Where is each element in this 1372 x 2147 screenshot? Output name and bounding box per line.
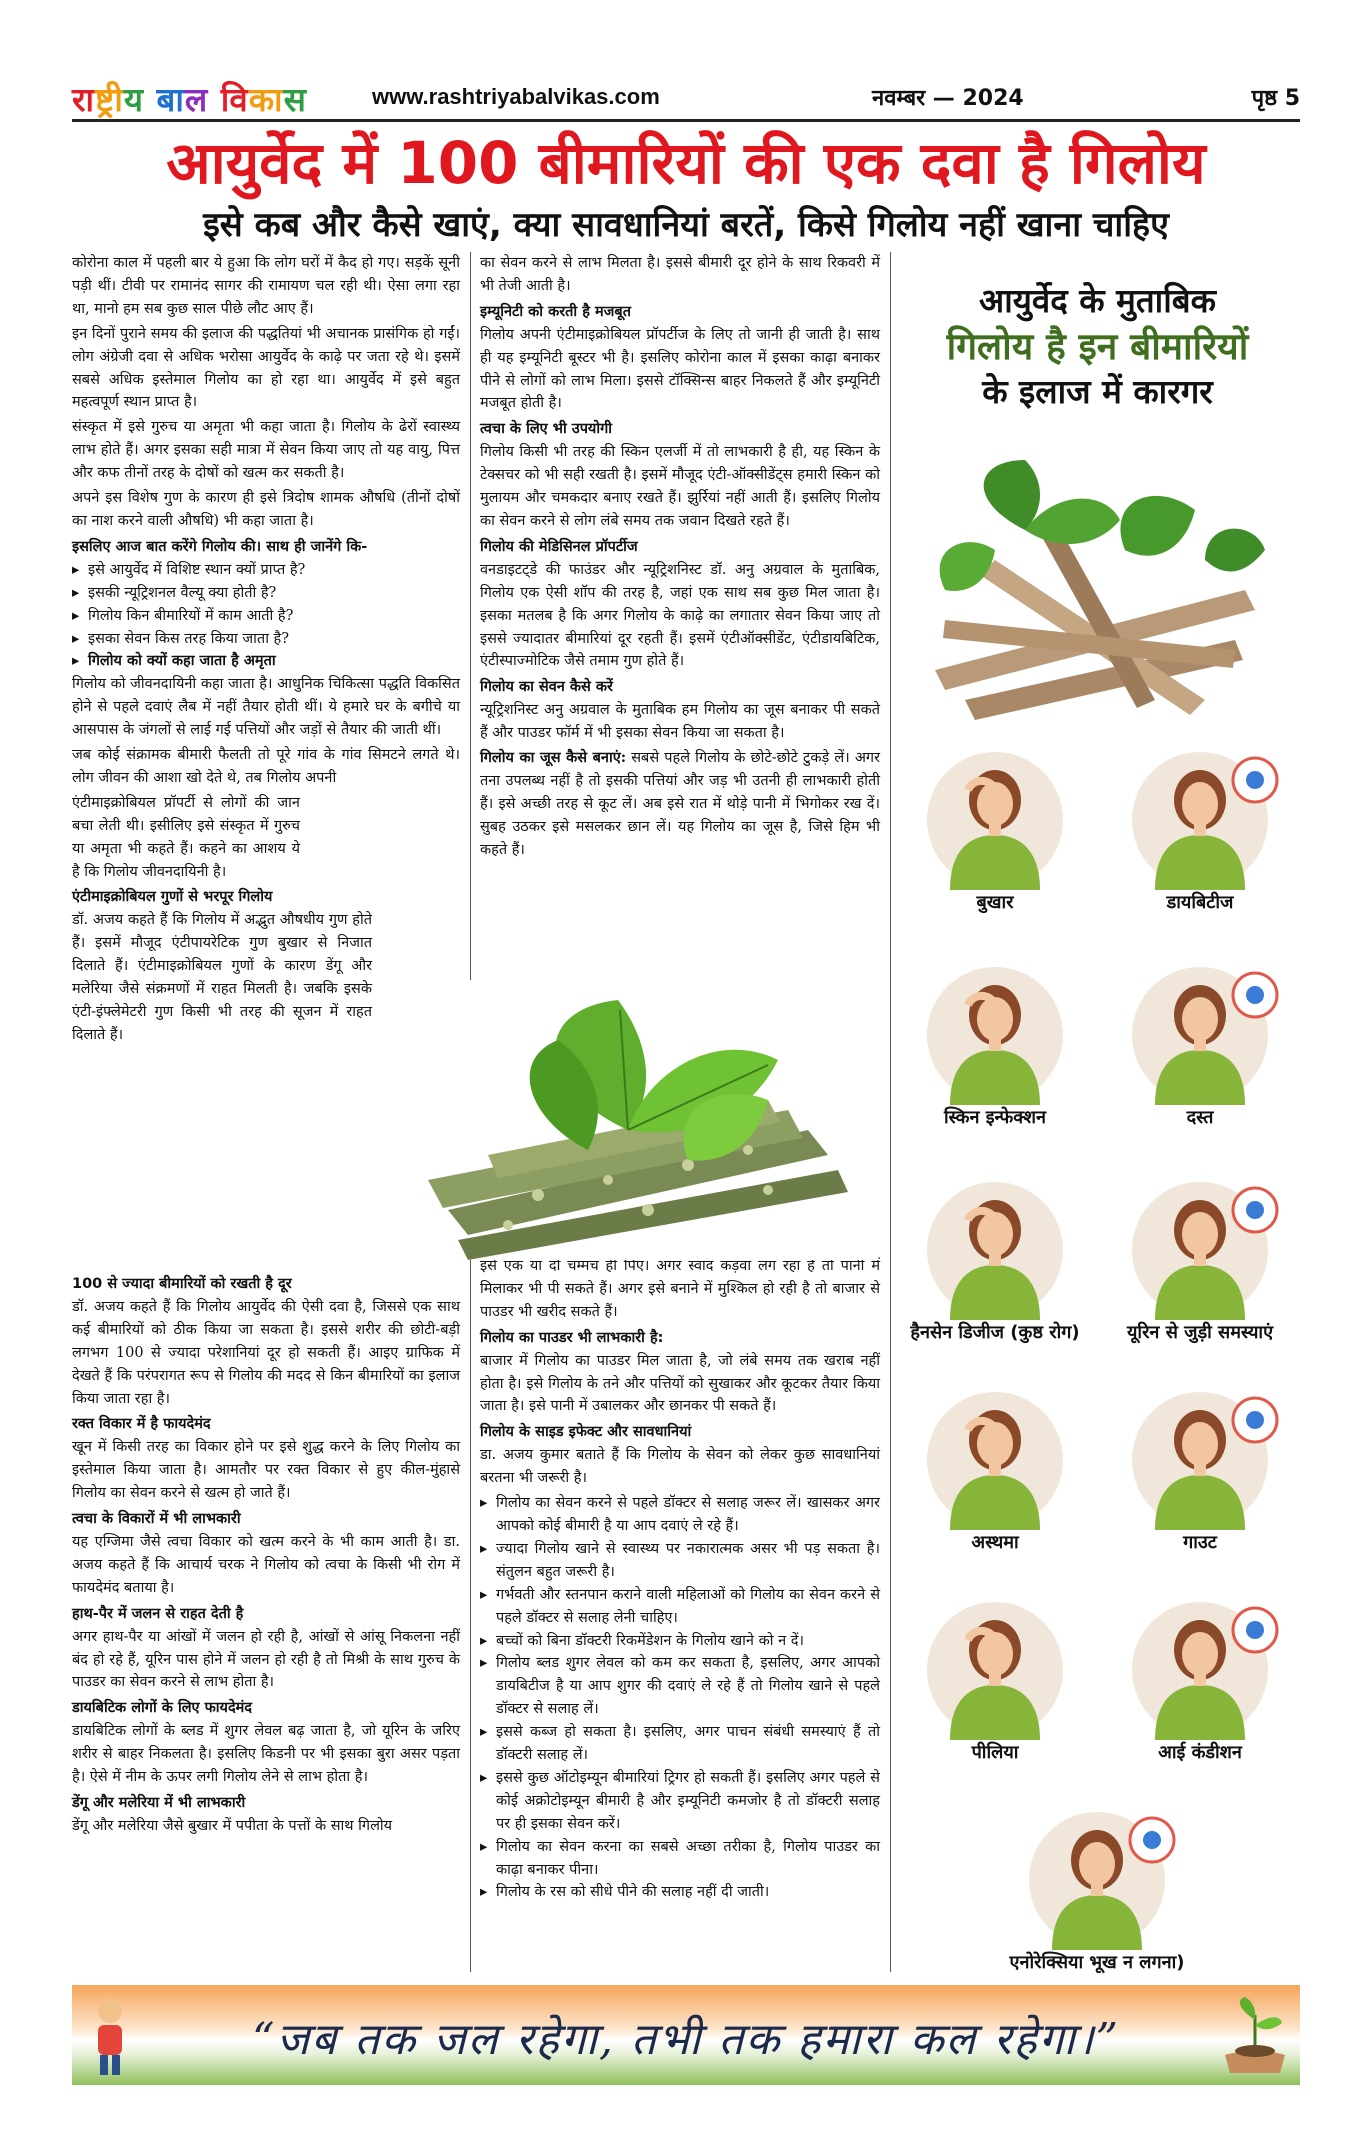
section-heading: एंटीमाइक्रोबियल गुणों से भरपूर गिलोय [72, 889, 273, 906]
logo-letter: ष्ट्री [95, 80, 124, 119]
logo-letter: स [283, 80, 307, 119]
section-heading: इम्यूनिटी को करती है मजबूत [480, 303, 631, 320]
fever-icon [910, 740, 1080, 890]
disease-label: यूरिन से जुड़ी समस्याएं [1126, 1322, 1274, 1343]
disease-item [1007, 1800, 1187, 1975]
logo-letter: रा [72, 80, 96, 119]
disease-label: गाउट [1183, 1532, 1217, 1553]
page-number: पृष्ठ 5 [1251, 86, 1300, 111]
paragraph: यह एग्जिमा जैसे त्वचा विकार को खत्म करने के भी काम आती है। डा. अजय कहते हैं कि आचार्य चरक ने गिलोय को त्वचा के किसी भी रोग में फायदेमंद बताया है। [72, 1533, 460, 1596]
paragraph: अगर हाथ-पैर या आंखों में जलन हो रही है, आंखों से आंसू निकलना नहीं बंद हो रहे हैं, यूरिन पास होने में जलन हो रही है तो मिश्री के साथ गुरुच के पाउडर का सेवन करने से लाभ होता है। [72, 1628, 460, 1691]
slogan-banner [72, 1985, 1300, 2085]
paragraph: इन दिनों पुराने समय की इलाज की पद्धतियां भी अचानक प्रासंगिक हो गईं। लोग अंग्रेजी दवा से अधिक भरोसा आयुर्वेद के काढ़े पर जता रहे थे। इसमें सबसे अधिक इस्तेमाल गिलोय का हो रहा था। आयुर्वेद में इसे बहुत महत्वपूर्ण स्थान प्राप्त है। [72, 325, 460, 411]
paragraph: गिलोय को जीवनदायिनी कहा जाता है। आधुनिक चिकित्सा पद्धति विकसित होने से पहले दवाएं लैब में नहीं तैयार होती थीं। ये हमारे घर के बगीचे या आसपास के जंगलों से लाई गई पत्तियों और जड़ों से तैयार की जाती थीं। [72, 676, 460, 739]
paragraph: कोरोना काल में पहली बार ये हुआ कि लोग घरों में कैद हो गए। सड़कें सूनी पड़ी थीं। टीवी पर रामानंद सागर की रामायण चल रही थी। ऐसा लगा रहा था, मानो हम सब कुछ साल पीछे लौट आए हैं। [72, 255, 460, 317]
no-eating-icon [1012, 1800, 1182, 1950]
disease-label: हैनसेन डिजीज (कुष्ठ रोग) [910, 1322, 1080, 1343]
section-heading: गिलोय की मेडिसिनल प्रॉपर्टीज [480, 538, 638, 555]
logo-letter: का [248, 80, 284, 119]
list-item: ▸ इसका सेवन किस तरह किया जाता है? [72, 628, 460, 651]
paragraph: एंटीमाइक्रोबियल प्रॉपर्टी से लोगों की जान बचा लेती थी। इसीलिए इसे संस्कृत में गुरुच या अमृता भी कहते हैं। कहने का आशय ये है कि गिलोय जीवनदायिनी है। [72, 794, 300, 880]
section-heading: इसलिए आज बात करेंगे गिलोय की। साथ ही जानेंगे कि- [72, 538, 368, 555]
section-heading: रक्त विकार में है फायदेमंद [72, 1416, 211, 1433]
glucometer-icon [1115, 740, 1285, 890]
paragraph: वनडाइटट्डे की फाउंडर और न्यूट्रिशनिस्ट डॉ. अनु अग्रवाल के मुताबिक, गिलोय एक ऐसी शॉप की तरह है, जहां एक साथ सब कुछ मिल जाता है। इसका मतलब है कि अगर गिलोय के काढ़े का लगातार सेवन किया जाए तो इससे ज्यादातर बीमारियां दूर रहती हैं। इसमें एंटीऑक्सीडेंट, एंटीडायबिटिक, एंटीस्पाज्मोटिक जैसे तमाम गुण होते हैं। [480, 561, 880, 670]
paragraph: इसे एक या दो चम्मच ही पिएं। अगर स्वाद कड़वा लग रहा है तो पानी में मिलाकर भी पी सकते हैं। अगर इसे बनाने में मुश्किल हो रही है तो बाजार से पाउडर भी खरीद सकते हैं। [480, 1258, 880, 1320]
section-heading: गिलोय का पाउडर भी लाभकारी है: [480, 1329, 664, 1346]
paragraph: गिलोय किसी भी तरह की स्किन एलर्जी में तो लाभकारी है ही, यह स्किन के टेक्सचर को भी सही रखती है। इसमें मौजूद एंटी-ऑक्सीडेंट्स हमारी स्किन को मुलायम और चमकदार बनाए रखते हैं। झुर्रियां नहीं आती हैं। इसलिए गिलोय का सेवन करने से लोग लंबे समय तक जवान दिखते रहते हैं। [480, 444, 880, 529]
paragraph: न्यूट्रिशनिस्ट अनु अग्रवाल के मुताबिक हम गिलोय का जूस बनाकर पी सकते हैं और पाउडर फॉर्म में भी इसका सेवन किया जा सकता है। [480, 702, 880, 742]
sidebar-title-line: गिलोय है इन बीमारियों [946, 324, 1249, 368]
joint-pain-icon [1115, 1380, 1285, 1530]
paragraph: गिलोय अपनी एंटीमाइक्रोबियल प्रॉपर्टीज के लिए तो जानी ही जाती है। साथ ही यह इम्यूनिटी बूस्टर भी है। इसलिए कोरोना काल में इसका काढ़ा बनाकर पीने से लोगों को लाभ मिला। इससे टॉक्सिन्स बाहर निकलते हैं और इम्यूनिटी मजबूत होती है। [480, 326, 880, 412]
masthead [72, 70, 1300, 122]
giloy-stem-photo [388, 980, 878, 1260]
disease-item [905, 1170, 1085, 1345]
disease-label: बुखार [976, 892, 1014, 913]
disease-item [1110, 1170, 1290, 1345]
disease-item [1110, 1380, 1290, 1555]
leprosy-icon [910, 1170, 1080, 1320]
section-heading: त्वचा के लिए भी उपयोगी [480, 421, 613, 438]
paragraph: डेंगू और मलेरिया जैसे बुखार में पपीता के पत्तों के साथ गिलोय [72, 1817, 393, 1834]
paragraph: जब कोई संक्रामक बीमारी फैलती तो पूरे गांव के गांव सिमटने लगते थे। लोग जीवन की आशा खो देते थे, तब गिलोय अपनी [72, 747, 460, 786]
column-divider [890, 252, 891, 1972]
paragraph: डा. अजय कुमार बताते हैं कि गिलोय के सेवन को लेकर कुछ सावधानियां बरतना भी जरूरी है। [480, 1447, 880, 1487]
disease-label: एनोरेक्सिया भूख न लगना) [1009, 1952, 1185, 1973]
logo-letter: य [123, 80, 157, 119]
section-heading: गिलोय के साइड इफेक्ट और सावधानियां [480, 1424, 692, 1441]
disease-item [1110, 740, 1290, 915]
article-column-2-continued [480, 1255, 880, 1904]
disease-label: दस्त [1186, 1107, 1214, 1128]
disease-label: डायबिटीज [1166, 892, 1234, 913]
sidebar-title [895, 280, 1300, 414]
paragraph: खून में किसी तरह का विकार होने पर इसे शुद्ध करने के लिए गिलोय का इस्तेमाल किया जाता है। आमतौर पर रक्त विकार से हुए कील-मुंहासे गिलोय का सेवन करने से खत्म हो जाते हैं। [72, 1439, 460, 1502]
inline-heading: गिलोय का जूस कैसे बनाएं: [480, 749, 627, 767]
disease-label: अस्थमा [971, 1532, 1019, 1553]
precautions-list [480, 1492, 880, 1904]
paragraph: बाजार में गिलोय का पाउडर मिल जाता है, जो लंबे समय तक खराब नहीं होता है। इसे गिलोय के तने और पत्तियों को सुखाकर और कूटकर तैयार किया जाता है। इसे पानी में उबालकर और छानकर पी सकते हैं। [480, 1352, 880, 1415]
list-item: ▸ गिलोय का सेवन करने से पहले डॉक्टर से सलाह जरूर लें। खासकर अगर आपको कोई बीमारी है या आप दवाएं ले रहे हैं। [480, 1492, 880, 1538]
headline: आयुर्वेद में 100 बीमारियों की एक दवा है गिलोय [166, 129, 1206, 197]
paragraph: डॉ. अजय कहते हैं कि गिलोय में अद्भुत औषधीय गुण होते हैं। इसमें मौजूद एंटीपायरेटिक गुण बुखार से निजात दिलाते हैं। एंटीमाइक्रोबियल गुणों के कारण डेंगू और मलेरिया जैसे संक्रमणों में राहत मिलती है। जबकि इसके एंटी-इंफ्लेमेटरी गुण किसी भी तरह की सूजन में राहत दिलाते हैं। [72, 912, 372, 1043]
disease-item [905, 1590, 1085, 1765]
paragraph: का सेवन करने से लाभ मिलता है। इससे बीमारी दूर होने के साथ रिकवरी में भी तेजी आती है। [480, 255, 880, 294]
slogan-quote: “जब तक जल रहेगा, तभी तक हमारा कल रहेगा।” [251, 2014, 1121, 2065]
subheadline: इसे कब और कैसे खाएं, क्या सावधानियां बरतें, किसे गिलोय नहीं खाना चाहिए [203, 205, 1169, 245]
sidebar-title-line: आयुर्वेद के मुताबिक [979, 281, 1216, 320]
list-item: ▸ इसे आयुर्वेद में विशिष्ट स्थान क्यों प्राप्त है? [72, 559, 460, 582]
list-item: ▸ इससे कब्ज हो सकता है। इसलिए, अगर पाचन संबंधी समस्याएं हैं तो डॉक्टरी सलाह लें। [480, 1721, 880, 1767]
list-item: ▸ इससे कुछ ऑटोइम्यून बीमारियां ट्रिगर हो सकती हैं। इसलिए अगर पहले से कोई अक्रोटोइम्यून बीमारी है और इम्यूनिटी कमजोर है तो डॉक्टरी सलाह पर ही इसका सेवन करें। [480, 1767, 880, 1836]
disease-item [1110, 1590, 1290, 1765]
paragraph: डॉ. अजय कहते हैं कि गिलोय आयुर्वेद की ऐसी दवा है, जिससे एक साथ कई बीमारियों को ठीक किया जा सकता है। इससे शरीर की छोटी-बड़ी लगभग 100 से ज्यादा परेशानियां दूर हो सकती हैं। आइए ग्राफिक में देखते हैं कि परंपरागत रूप से गिलोय की मदद से किन बीमारियों का इलाज किया जाता रहा है। [72, 1298, 460, 1407]
website-url[interactable]: www.rashtriyabalvikas.com [372, 84, 660, 109]
disease-label: पीलिया [971, 1742, 1019, 1763]
giloy-root-photo [905, 440, 1285, 730]
toilet-icon [1115, 955, 1285, 1105]
article-column-1 [72, 252, 460, 1049]
article-column-1-continued [72, 1270, 460, 1840]
disease-item [905, 740, 1085, 915]
paragraph: गिलोय का जूस कैसे बनाएं: सबसे पहले गिलोय के छोटे-छोटे टुकड़े लें। अगर तना उपलब्ध नहीं है तो इसकी पत्तियां और जड़ भी उतनी ही लाभकारी होती हैं। इसे अच्छी तरह से कूट लें। अब इसे रात में थोड़े पानी में भिगोकर रख दें। सुबह उठकर इसे मसलकर छान लें। यह गिलोय का जूस है, जिसे हिम भी कहते हैं। [480, 749, 881, 858]
disease-label: आई कंडीशन [1158, 1742, 1242, 1763]
disease-item [905, 1380, 1085, 1555]
newspaper-logo [72, 76, 307, 121]
list-item: ▸ गर्भवती और स्तनपान कराने वाली महिलाओं को गिलोय का सेवन करने से पहले डॉक्टर से सलाह लेनी चाहिए। [480, 1584, 880, 1630]
hands-with-plant-icon [1220, 1995, 1290, 2077]
skin-rash-icon [910, 955, 1080, 1105]
issue-date: नवम्बर — 2024 [872, 86, 1024, 111]
list-item: ▸ इसकी न्यूट्रिशनल वैल्यू क्या होती है? [72, 582, 460, 605]
logo-letter: वि [220, 80, 249, 119]
section-heading: हाथ-पैर में जलन से राहत देती है [72, 1605, 244, 1622]
article-column-2 [480, 252, 880, 864]
list-item: ▸ गिलोय किन बीमारियों में काम आती है? [72, 605, 460, 628]
bladder-icon [1115, 1170, 1285, 1320]
asthma-icon [910, 1380, 1080, 1530]
section-heading: गिलोय का सेवन कैसे करें [480, 679, 613, 696]
jaundice-icon [910, 1590, 1080, 1740]
paragraph: अपने इस विशेष गुण के कारण ही इसे त्रिदोष शामक औषधि (तीनों दोषों का नाश करने वाली औषधि) भी कहा जाता है। [72, 490, 460, 529]
logo-letter: बा [156, 80, 185, 119]
sidebar-title-line: के इलाज में कारगर [982, 371, 1213, 411]
disease-item [1110, 955, 1290, 1130]
paragraph: संस्कृत में इसे गुरुच या अमृता भी कहा जाता है। गिलोय के ढेरों स्वास्थ्य लाभ होते हैं। अगर इसका सही मात्रा में सेवन किया जाए तो यह वायु, पित्त और कफ तीनों तरह के दोषों को खत्म कर सकती है। [72, 419, 460, 482]
list-item: ▸ बच्चों को बिना डॉक्टरी रिकमेंडेशन के गिलोय खाने को न दें। [480, 1630, 880, 1653]
logo-letter: ल [184, 80, 221, 119]
eye-icon [1115, 1590, 1285, 1740]
bullet-list [72, 559, 460, 674]
list-item: ▸ गिलोय ब्लड शुगर लेवल को कम कर सकता है, इसलिए, अगर आपको डायबिटीज है या आप शुगर की दवाएं ले रहे हैं तो गिलोय खाने से पहले डॉक्टर से सलाह लें। [480, 1652, 880, 1721]
section-heading: डायबिटिक लोगों के लिए फायदेमंद [72, 1700, 253, 1717]
section-heading: डेंगू और मलेरिया में भी लाभकारी [72, 1794, 246, 1811]
paragraph: डायबिटिक लोगों के ब्लड में शुगर लेवल बढ़ जाता है, जो यूरिन के जरिए शरीर से बाहर निकलता है। इसलिए किडनी पर भी इसका बुरा असर पड़ता है। ऐसे में नीम के ऊपर लगी गिलोय लेने से लाभ होता है। [72, 1723, 460, 1786]
section-heading: त्वचा के विकारों में भी लाभकारी [72, 1511, 241, 1528]
section-heading: 100 से ज्यादा बीमारियों को रखती है दूर [72, 1276, 292, 1292]
disease-label: स्किन इन्फेक्शन [943, 1107, 1047, 1128]
list-item: ▸ ज्यादा गिलोय खाने से स्वास्थ्य पर नकारात्मक असर भी पड़ सकता है। संतुलन बहुत जरूरी है। [480, 1538, 880, 1584]
list-item: ▸ गिलोय का सेवन करना का सबसे अच्छा तरीका है, गिलोय पाउडर का काढ़ा बनाकर पीना। [480, 1836, 880, 1882]
section-heading: ▸ गिलोय को क्यों कहा जाता है अमृता [72, 650, 460, 673]
disease-item [905, 955, 1085, 1130]
list-item: ▸ गिलोय के रस को सीधे पीने की सलाह नहीं दी जाती। [480, 1881, 880, 1904]
